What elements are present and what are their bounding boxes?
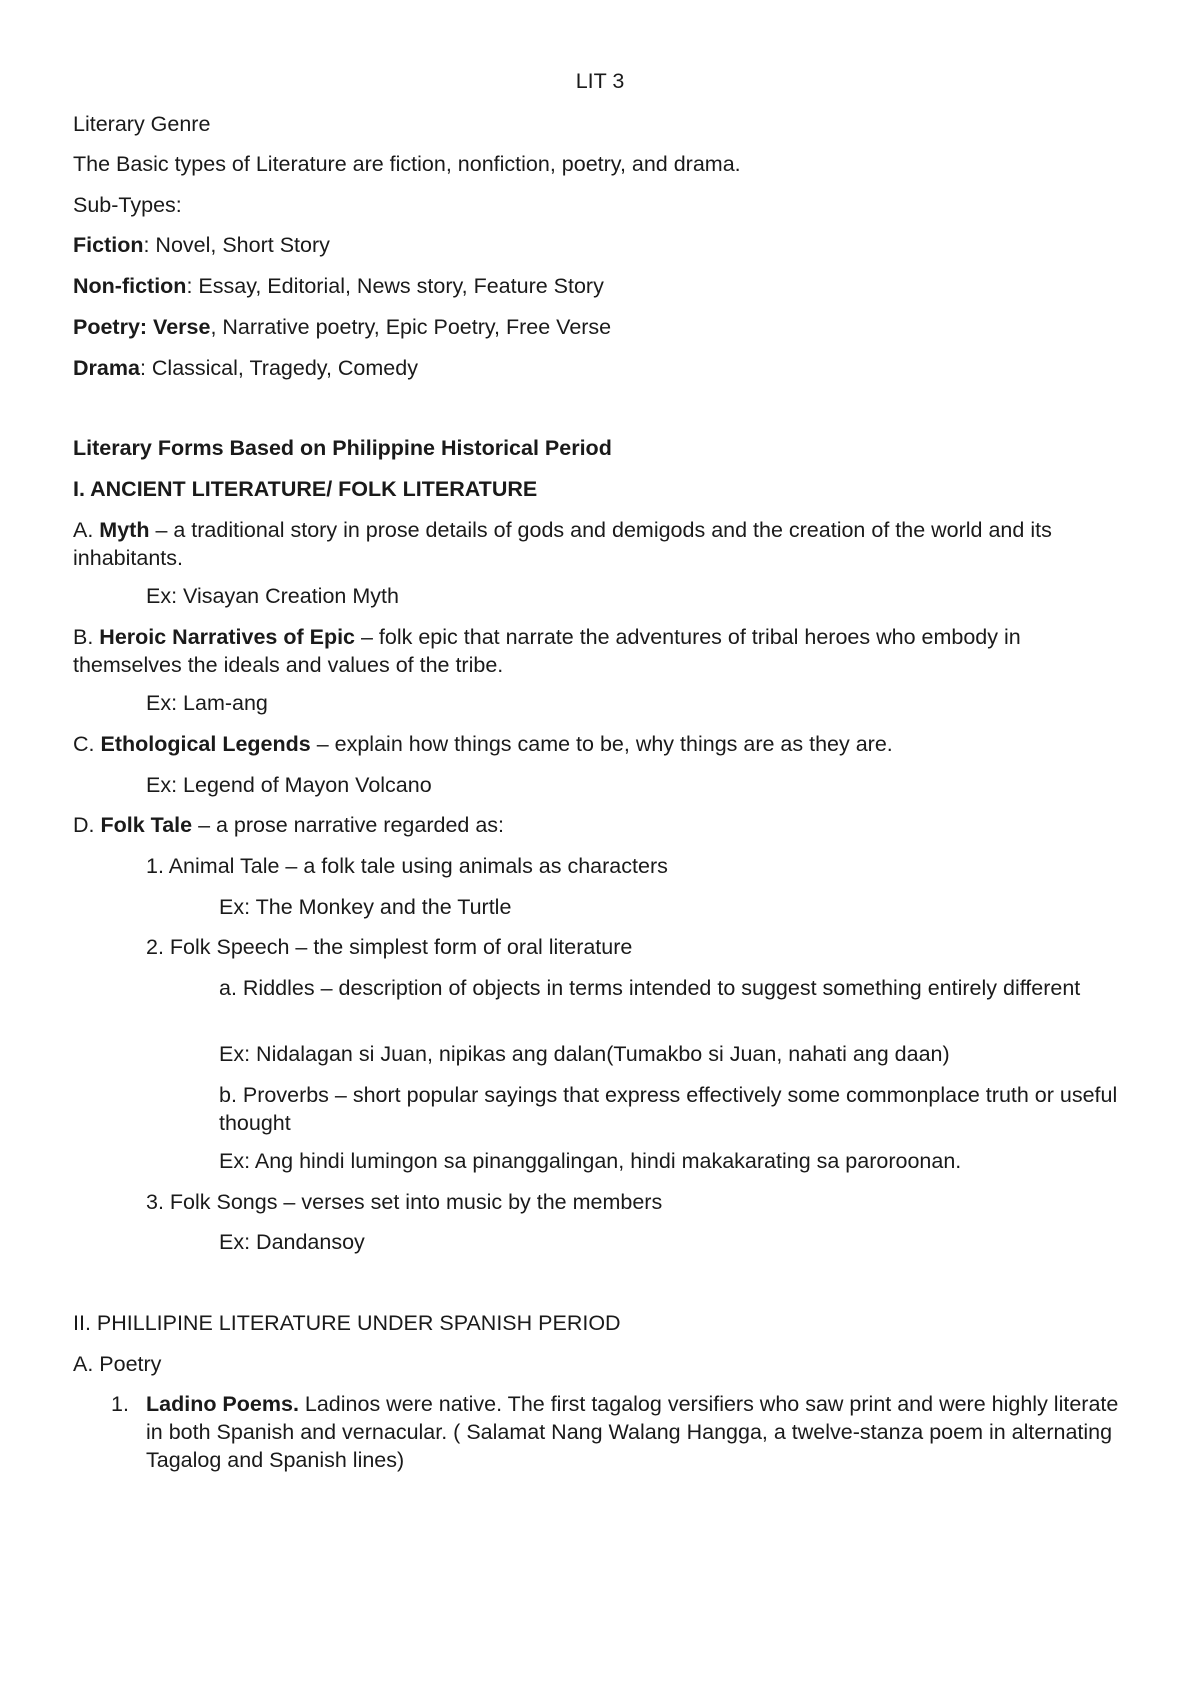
item-term: Ethological Legends (100, 732, 311, 756)
subtype-label: Drama (73, 356, 140, 380)
riddles: a. Riddles – description of objects in terms intended to suggest something entirely different (219, 976, 1081, 1000)
subtype-label: Fiction (73, 233, 144, 257)
item-term: Myth (99, 518, 150, 542)
poetry-label: A. Poetry (73, 1352, 162, 1376)
section1-heading: I. ANCIENT LITERATURE/ FOLK LITERATURE (73, 477, 538, 501)
proverbs: b. Proverbs – short popular sayings that express effectively some commonplace truth or useful thought (219, 1083, 1118, 1135)
ladino-poems (146, 1390, 1126, 1474)
list-number: 1. (111, 1392, 129, 1416)
item-term: Heroic Narratives of Epic (99, 625, 356, 649)
folk-songs: 3. Folk Songs – verses set into music by the members (146, 1190, 663, 1214)
item-term: Folk Tale (100, 813, 193, 837)
item-prefix: C. (73, 732, 101, 756)
item-prefix: D. (73, 813, 101, 837)
subtype-nonfiction (73, 272, 604, 300)
subtype-poetry (73, 313, 611, 341)
item-text: – folk epic that narrate the adventures of tribal heroes who embody in themselves the ideals and values of the tribe. (73, 625, 1021, 677)
subtype-drama (73, 354, 418, 382)
ladino-term: Ladino Poems. (146, 1392, 299, 1416)
intro-text: The Basic types of Literature are fiction, nonfiction, poetry, and drama. (73, 152, 741, 176)
item-myth (73, 516, 1133, 572)
item-prefix: B. (73, 625, 100, 649)
subtype-text: : Essay, Editorial, News story, Feature Story (186, 274, 604, 298)
animal-tale: 1. Animal Tale – a folk tale using animals as characters (146, 854, 668, 878)
item-prefix: A. (73, 518, 100, 542)
example-folk-songs: Ex: Dandansoy (219, 1230, 365, 1254)
subtype-label: Non-fiction (73, 274, 187, 298)
item-text: – a traditional story in prose details of gods and demigods and the creation of the world and its inhabitants. (73, 518, 1052, 570)
example-animal-tale: Ex: The Monkey and the Turtle (219, 895, 512, 919)
forms-heading: Literary Forms Based on Philippine Historical Period (73, 436, 612, 460)
item-text: – explain how things came to be, why things are as they are. (310, 732, 893, 756)
subtype-fiction (73, 231, 330, 259)
folk-speech: 2. Folk Speech – the simplest form of oral literature (146, 935, 633, 959)
item-folk-tale (73, 811, 504, 839)
section2-heading: II. PHILLIPINE LITERATURE UNDER SPANISH PERIOD (73, 1311, 621, 1335)
example-heroic: Ex: Lam-ang (146, 691, 268, 715)
page-title: LIT 3 (575, 69, 625, 93)
example-myth: Ex: Visayan Creation Myth (146, 584, 399, 608)
item-ethological-legends (73, 730, 893, 758)
genre-heading: Literary Genre (73, 112, 211, 136)
example-riddles: Ex: Nidalagan si Juan, nipikas ang dalan(Tumakbo si Juan, nahati ang daan) (219, 1042, 950, 1066)
subtype-text: : Classical, Tragedy, Comedy (139, 356, 418, 380)
example-legends: Ex: Legend of Mayon Volcano (146, 773, 432, 797)
subtype-text: , Narrative poetry, Epic Poetry, Free Verse (210, 315, 612, 339)
subtype-label: Poetry: Verse (73, 315, 211, 339)
item-text: – a prose narrative regarded as: (192, 813, 505, 837)
example-proverbs: Ex: Ang hindi lumingon sa pinanggalingan, hindi makakarating sa paroroonan. (219, 1149, 962, 1173)
subtypes-label: Sub-Types: (73, 193, 182, 217)
item-heroic-narratives (73, 623, 1133, 679)
subtype-text: : Novel, Short Story (143, 233, 330, 257)
ladino-text: Ladinos were native. The first tagalog versifiers who saw print and were highly literate in both Spanish and vernacular. ( Salamat Nang Walang Hangga, a twelve-stanza poem in alternating Tagalog and Spanish lines) (146, 1392, 1119, 1472)
